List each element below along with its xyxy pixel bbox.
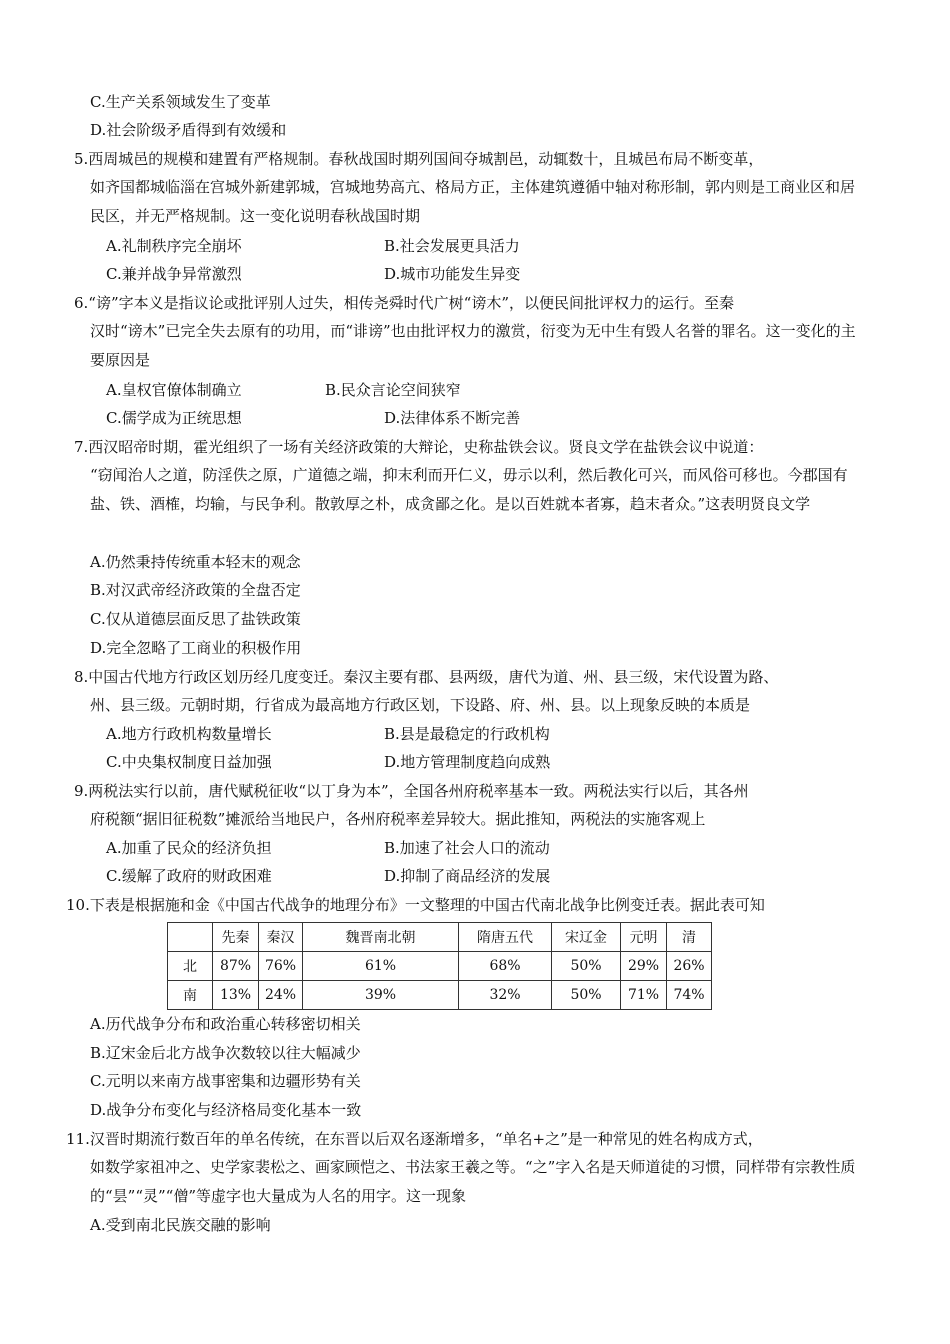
q8-stem-first-line: 8.中国古代地方行政区划历经几度变迁。秦汉主要有郡、县两级，唐代为道、州、县三级，宋代设置为路、: [74, 668, 779, 686]
table-header-cell: 清: [667, 923, 712, 952]
q9-option-a[interactable]: A.加重了民众的经济负担: [106, 839, 272, 857]
table-row: [168, 952, 712, 981]
q9-stem-first-line: 9.两税法实行以前，唐代赋税征收“以丁身为本”，全国各州府税率基本一致。两税法实行以后，其各州: [74, 782, 749, 800]
q5-stem-rest: 如齐国都城临淄在宫城外新建郭城，宫城地势高亢、格局方正，主体建筑遵循中轴对称形制，郭内则是工商业区和居民区，并无严格规制。这一变化说明春秋战国时期: [90, 178, 856, 225]
table-cell: 26%: [667, 952, 712, 981]
q5-option-b[interactable]: B.社会发展更具活力: [384, 237, 520, 255]
table-cell: 87%: [213, 952, 259, 981]
q6-stem-rest: 汉时“谤木”已完全失去原有的功用，而“诽谤”也由批评权力的激赏，衍变为无中生有毁人名誉的罪名。这一变化的主要原因是: [90, 322, 856, 369]
table-cell: 74%: [667, 981, 712, 1010]
q10-stem: 10.下表是根据施和金《中国古代战争的地理分布》一文整理的中国古代南北战争比例变迁表。据此表可知: [66, 896, 765, 914]
table-header-row: [168, 923, 712, 952]
table-cell: 68%: [459, 952, 552, 981]
q7-option-a[interactable]: A.仍然秉持传统重本轻末的观念: [90, 553, 301, 571]
table-header-cell: 秦汉: [259, 923, 303, 952]
table-cell: 50%: [552, 981, 621, 1010]
q7-option-c[interactable]: C.仅从道德层面反思了盐铁政策: [90, 610, 301, 628]
q7-option-d[interactable]: D.完全忽略了工商业的积极作用: [90, 639, 302, 657]
table-header-cell: 元明: [621, 923, 667, 952]
q7-option-b[interactable]: B.对汉武帝经济政策的全盘否定: [90, 581, 301, 599]
q6-option-d[interactable]: D.法律体系不断完善: [384, 409, 521, 427]
q9-option-d[interactable]: D.抑制了商品经济的发展: [384, 867, 551, 885]
table-cell: 71%: [621, 981, 667, 1010]
table-cell: 13%: [213, 981, 259, 1010]
q5-option-a[interactable]: A.礼制秩序完全崩坏: [106, 237, 242, 255]
q8-option-c[interactable]: C.中央集权制度日益加强: [106, 753, 272, 771]
table-cell: 32%: [459, 981, 552, 1010]
q5-option-c[interactable]: C.兼并战争异常激烈: [106, 265, 242, 283]
table-cell: 39%: [303, 981, 459, 1010]
q7-stem-first-line: 7.西汉昭帝时期，霍光组织了一场有关经济政策的大辩论，史称盐铁会议。贤良文学在盐铁会议中说道：: [74, 438, 764, 456]
q10-option-d[interactable]: D.战争分布变化与经济格局变化基本一致: [90, 1101, 362, 1119]
q6-option-c[interactable]: C.儒学成为正统思想: [106, 409, 242, 427]
table-cell: 南: [168, 981, 213, 1010]
table-cell: 北: [168, 952, 213, 981]
q8-option-b[interactable]: B.县是最稳定的行政机构: [384, 725, 550, 743]
table-cell: 61%: [303, 952, 459, 981]
q8-stem-rest: 州、县三级。元朝时期，行省成为最高地方行政区划，下设路、府、州、县。以上现象反映的本质是: [90, 696, 751, 714]
table-cell: 29%: [621, 952, 667, 981]
q10-option-a[interactable]: A.历代战争分布和政治重心转移密切相关: [90, 1015, 361, 1033]
q9-stem-rest: 府税额“据旧征税数”摊派给当地民户，各州府税率差异较大。据此推知，两税法的实施客观上: [90, 810, 706, 828]
q9-option-c[interactable]: C.缓解了政府的财政困难: [106, 867, 272, 885]
q6-stem-first-line: 6.“谤”字本义是指议论或批评别人过失，相传尧舜时代广树“谤木”，以便民间批评权力的运行。至秦: [74, 294, 734, 312]
table-header-cell: 先秦: [213, 923, 259, 952]
q6-option-a[interactable]: A.皇权官僚体制确立: [106, 381, 242, 399]
table-header-cell: [168, 923, 213, 952]
q11-option-a[interactable]: A.受到南北民族交融的影响: [90, 1216, 271, 1234]
table-row: [168, 981, 712, 1010]
table-header-cell: 宋辽金: [552, 923, 621, 952]
q4-option-c[interactable]: C.生产关系领域发生了变革: [90, 93, 271, 111]
table-header-cell: 隋唐五代: [459, 923, 552, 952]
table-cell: 76%: [259, 952, 303, 981]
q11-stem-rest: 如数学家祖冲之、史学家裴松之、画家顾恺之、书法家王羲之等。“之”字入名是天师道徒的习惯，同样带有宗教性质的“昙”“灵”“僧”等虚字也大量成为人名的用字。这一现象: [90, 1158, 856, 1205]
table-cell: 50%: [552, 952, 621, 981]
q11-stem-first-line: 11.汉晋时期流行数百年的单名传统，在东晋以后双名逐渐增多，“单名+之”是一种常见的姓名构成方式，: [66, 1130, 763, 1148]
table-cell: 24%: [259, 981, 303, 1010]
q4-option-d[interactable]: D.社会阶级矛盾得到有效缓和: [90, 121, 287, 139]
q5-stem-first-line: 5.西周城邑的规模和建置有严格规制。春秋战国时期列国间夺城割邑，动辄数十，且城邑布局不断变革，: [74, 150, 764, 168]
q6-option-b[interactable]: B.民众言论空间狭窄: [325, 381, 461, 399]
table-header-cell: 魏晋南北朝: [303, 923, 459, 952]
war-ratio-table: [167, 922, 712, 1010]
q5-option-d[interactable]: D.城市功能发生异变: [384, 265, 521, 283]
q7-stem-rest: “窃闻治人之道，防淫佚之原，广道德之端，抑末利而开仁义，毋示以利，然后教化可兴，而风俗可移也。今郡国有盐、铁、酒榷，均输，与民争利。散敦厚之朴，成贪鄙之化。是以百姓就本者寡，趋末者众。”这表明贤良文学: [90, 466, 848, 513]
q8-option-d[interactable]: D.地方管理制度趋向成熟: [384, 753, 551, 771]
q9-option-b[interactable]: B.加速了社会人口的流动: [384, 839, 550, 857]
q8-option-a[interactable]: A.地方行政机构数量增长: [106, 725, 272, 743]
q10-option-c[interactable]: C.元明以来南方战事密集和边疆形势有关: [90, 1072, 361, 1090]
q10-option-b[interactable]: B.辽宋金后北方战争次数较以往大幅减少: [90, 1044, 361, 1062]
